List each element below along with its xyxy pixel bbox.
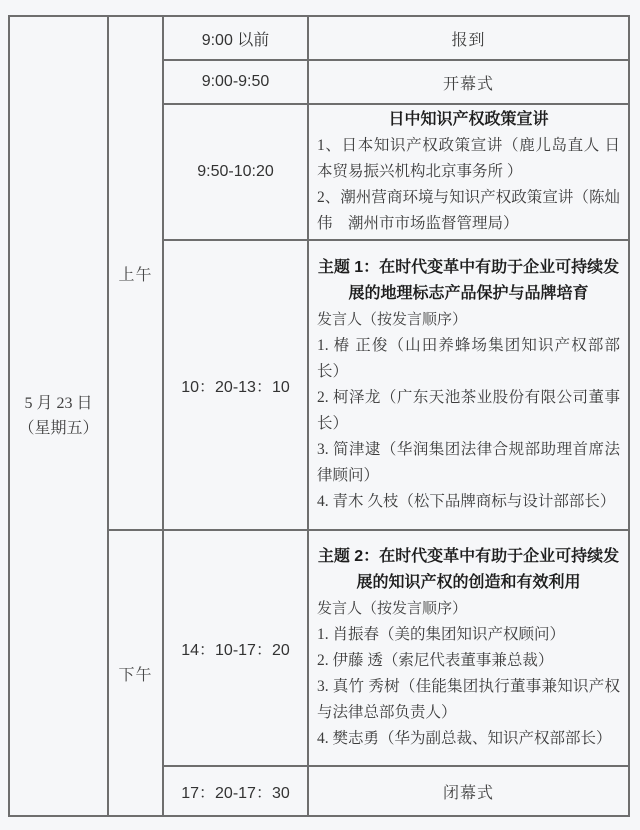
time-cell-policy-session	[163, 104, 308, 240]
session-title: 主题 1：在时代变革中有助于企业可持续发展的地理标志产品保护与品牌培育	[317, 259, 620, 302]
session-item: 2. 柯泽龙（广东天池茶业股份有限公司董事长）	[317, 389, 620, 432]
session-item: 2、潮州营商环境与知识产权政策宣讲（陈灿伟 潮州市市场监督管理局）	[317, 189, 620, 232]
session-item: 4. 樊志勇（华为副总裁、知识产权部部长）	[317, 730, 612, 747]
session-subtitle: 发言人（按发言顺序）	[317, 312, 468, 328]
content-cell-policy-session	[308, 104, 629, 240]
time-label: 9:00-9:50	[201, 73, 270, 90]
session-item: 3. 真竹 秀树（佳能集团执行董事兼知识产权与法律总部负责人）	[317, 678, 620, 721]
session-item: 2. 伊藤 透（索尼代表董事兼总裁）	[317, 652, 554, 669]
table-row	[9, 16, 629, 60]
weekday-text: （星期五）	[18, 420, 99, 437]
content-cell-topic2	[308, 530, 629, 766]
session-subtitle: 发言人（按发言顺序）	[317, 601, 468, 617]
time-label: 9:00 以前	[201, 31, 270, 49]
period-afternoon-label: 下午	[118, 666, 153, 684]
event-label: 报到	[451, 31, 486, 49]
period-cell-morning	[108, 16, 163, 530]
session-item: 4. 青木 久枝（松下品牌商标与设计部部长）	[317, 493, 616, 510]
session-item: 3. 简津逮（华润集团法律合规部助理首席法律顾问）	[317, 441, 620, 484]
time-label: 14：10-17：20	[181, 641, 290, 659]
session-title: 日中知识产权政策宣讲	[388, 111, 549, 128]
time-cell-registration	[163, 16, 308, 60]
time-label: 9:50-10:20	[197, 163, 274, 180]
session-item: 1、日本知识产权政策宣讲（鹿儿岛直人 日本贸易振兴机构北京事务所 ）	[317, 137, 620, 180]
content-cell-topic1	[308, 240, 629, 530]
time-cell-closing	[163, 766, 308, 816]
event-label: 开幕式	[442, 75, 494, 93]
content-cell-registration	[308, 16, 629, 60]
content-cell-opening	[308, 60, 629, 104]
session-title: 主题 2：在时代变革中有助于企业可持续发展的知识产权的创造和有效利用	[317, 548, 620, 591]
time-cell-opening	[163, 60, 308, 104]
date-cell	[9, 16, 108, 816]
content-cell-closing	[308, 766, 629, 816]
session-item: 1. 椿 正俊（山田养蜂场集团知识产权部部长）	[317, 337, 620, 380]
time-label: 17：20-17：30	[181, 784, 290, 802]
date-text: 5 月 23 日	[24, 395, 93, 412]
period-morning-label: 上午	[118, 266, 153, 284]
conference-schedule-table	[8, 15, 630, 817]
time-cell-topic1	[163, 240, 308, 530]
time-label: 10：20-13：10	[181, 378, 290, 396]
period-cell-afternoon	[108, 530, 163, 816]
time-cell-topic2	[163, 530, 308, 766]
session-item: 1. 肖振春（美的集团知识产权顾问）	[317, 626, 566, 643]
event-label: 闭幕式	[442, 784, 494, 802]
